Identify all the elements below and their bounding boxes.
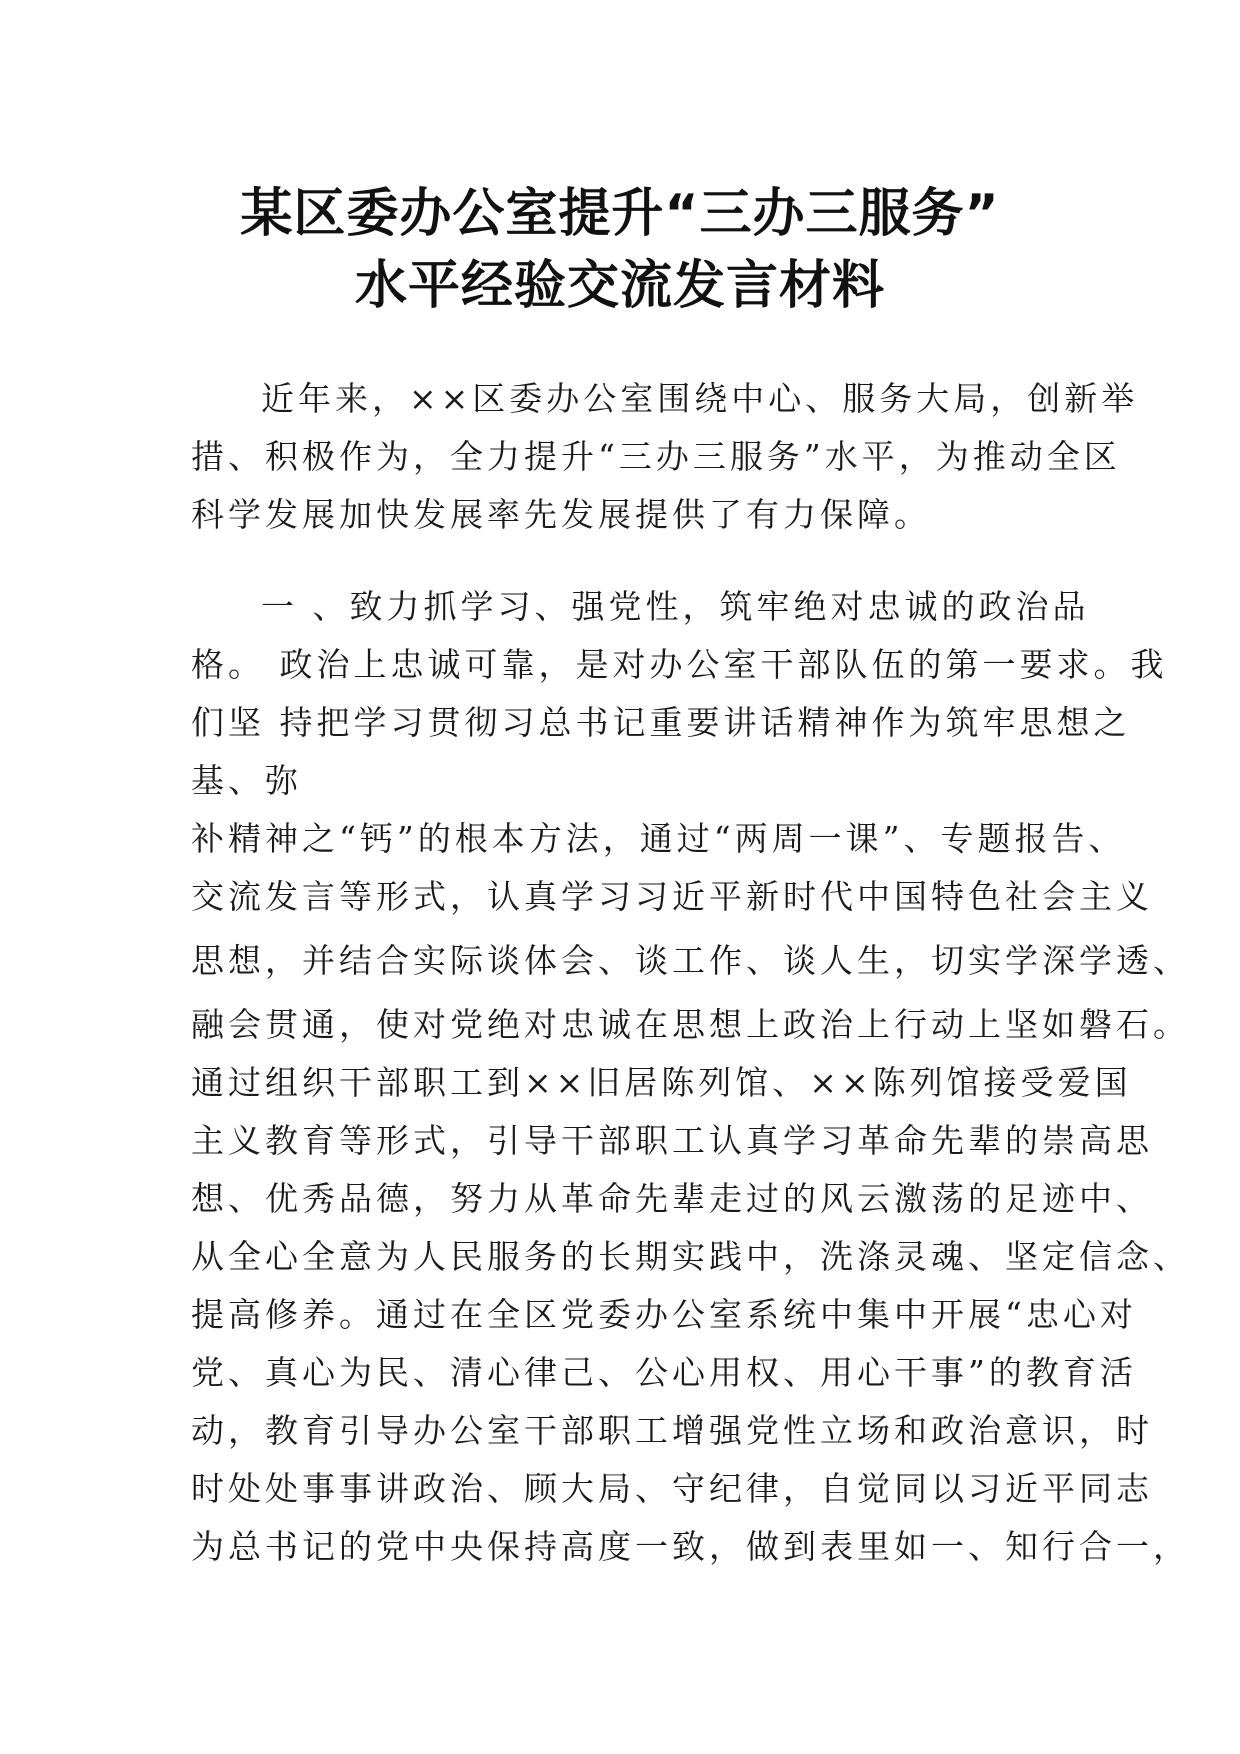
text-line: 动，教育引导办公室干部职工增强党性立场和政治意识，时 [191, 1411, 1153, 1450]
text-line: 们坚 持把学习贯彻习总书记重要讲话精神作为筑牢思想之 [191, 703, 1131, 742]
text-line: 融会贯通，使对党绝对忠诚在思想上政治上行动上坚如磐石。 [191, 1005, 1190, 1044]
document-body [191, 370, 1190, 1576]
paragraph-intro [191, 370, 1139, 544]
text-line: 基、弥 [191, 761, 302, 800]
title-line-2: 水平经验交流发言材料 [354, 256, 885, 316]
text-line: 科学发展加快发展率先发展提供了有力保障。 [191, 495, 931, 534]
title-line-1: 某区委办公室提升“三办三服务” [240, 184, 1000, 244]
paragraph-section-one [191, 578, 1190, 1576]
text-line: 格。 政治上忠诚可靠，是对办公室干部队伍的第一要求。我 [191, 645, 1168, 684]
text-line: 提高修养。通过在全区党委办公室系统中集中开展“忠心对 [191, 1295, 1137, 1334]
text-line: 交流发言等形式，认真学习习近平新时代中国特色社会主义 [191, 877, 1153, 916]
text-line: 想、优秀品德，努力从革命先辈走过的风云激荡的足迹中、 [191, 1179, 1153, 1218]
text-line: 从全心全意为人民服务的长期实践中，洗涤灵魂、坚定信念、 [191, 1237, 1190, 1276]
text-line: 为总书记的党中央保持高度一致，做到表里如一、知行合一， [191, 1527, 1190, 1566]
text-line: 一 、致力抓学习、强党性，筑牢绝对忠诚的政治品 [261, 587, 1090, 626]
text-line: 主义教育等形式，引导干部职工认真学习革命先辈的崇高思 [191, 1121, 1153, 1160]
text-line: 时处处事事讲政治、顾大局、守纪律，自觉同以习近平同志 [191, 1469, 1153, 1508]
text-line: 措、积极作为，全力提升“三办三服务”水平，为推动全区 [191, 437, 1121, 476]
text-line: 通过组织干部职工到××旧居陈列馆、××陈列馆接受爱国 [191, 1063, 1132, 1102]
text-line: 近年来，××区委办公室围绕中心、服务大局，创新举 [261, 379, 1139, 418]
text-line: 思想，并结合实际谈体会、谈工作、谈人生，切实学深学透、 [191, 941, 1190, 980]
text-line: 补精神之“钙”的根本方法，通过“两周一课”、专题报告、 [191, 819, 1126, 858]
text-line: 党、真心为民、清心律己、公心用权、用心干事”的教育活 [191, 1353, 1137, 1392]
document-title [150, 178, 1090, 322]
